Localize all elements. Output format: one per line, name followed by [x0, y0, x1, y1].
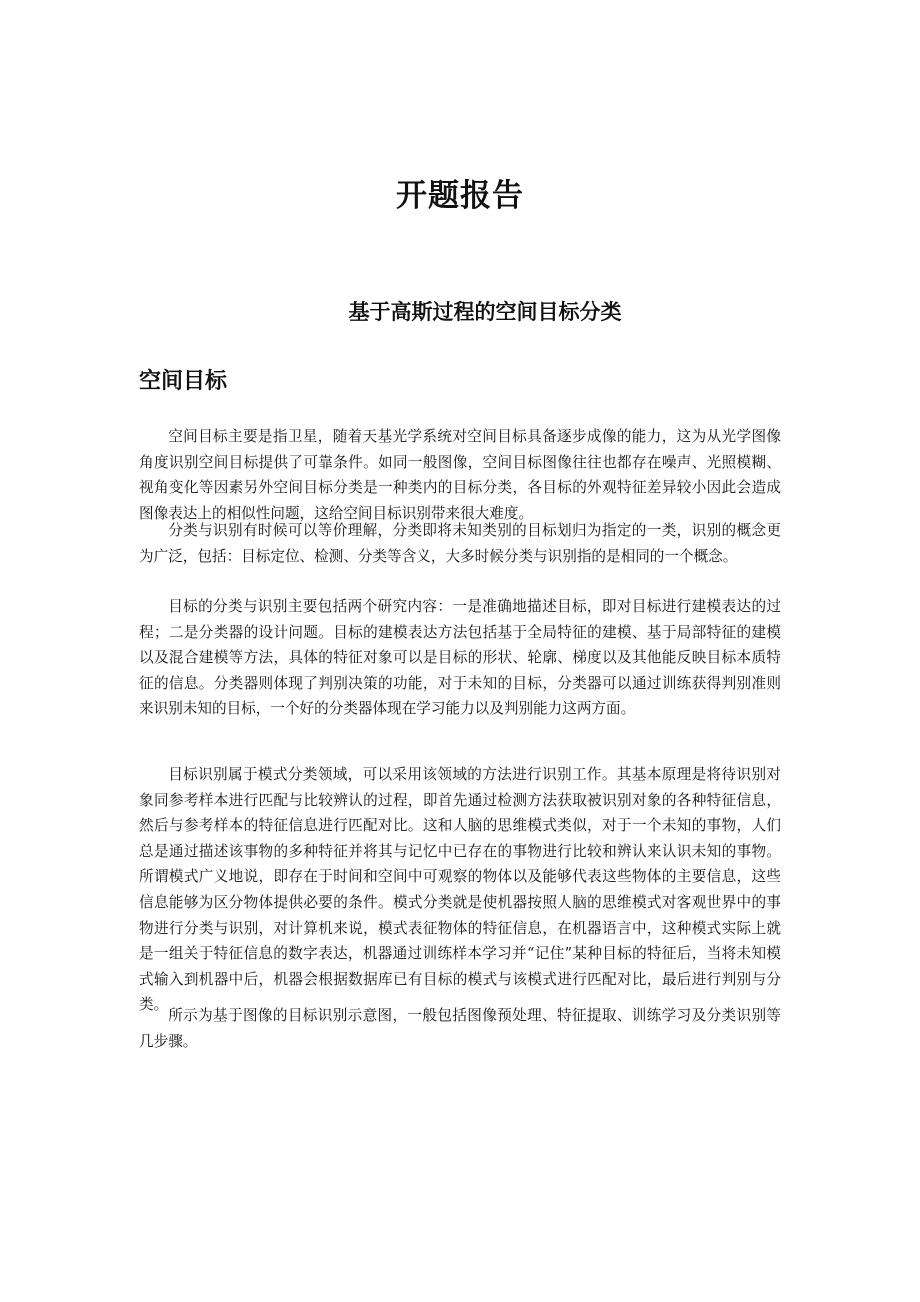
- body-paragraph: 目标识别属于模式分类领域，可以采用该领域的方法进行识别工作。其基本原理是将待识别对象同参考样本进行匹配与比较辨认的过程，即首先通过检测方法获取被识别对象的各种特征信息，然后与参考样本的特征信息进行匹配对比。这和人脑的思维模式类似，对于一个未知的事物，人们总是通过描述该事物的多种特征并将其与记忆中已存在的事物进行比较和辨认来认识未知的事物。所谓模式广义地说，即存在于时间和空间中可观察的物体以及能够代表这些物体的主要信息，这些信息能够为区分物体提供必要的条件。模式分类就是使机器按照人脑的思维模式对客观世界中的事物进行分类与识别，对计算机来说，模式表征物体的特征信息，在机器语言中，这种模式实际上就是一组关于特征信息的数字表达，机器通过训练样本学习并“记住”某种目标的特征后，当将未知模式输入到机器中后，机器会根据数据库已有目标的模式与该模式进行匹配对比，最后进行判别与分类。: [139, 766, 781, 1014]
- body-paragraph: 空间目标主要是指卫星，随着天基光学系统对空间目标具备逐步成像的能力，这为从光学图像角度识别空间目标提供了可靠条件。如同一般图像，空间目标图像往往也都存在噪声、光照模糊、视角变化等因素另外空间目标分类是一种类内的目标分类，各目标的外观特征差异较小因此会造成图像表达上的相似性问题，这给空间目标识别带来很大难度。: [139, 428, 781, 522]
- document-title: 开题报告: [396, 178, 524, 214]
- body-paragraph: 目标的分类与识别主要包括两个研究内容：一是准确地描述目标，即对目标进行建模表达的过程；二是分类器的设计问题。目标的建模表达方法包括基于全局特征的建模、基于局部特征的建模以及混合建模等方法，具体的特征对象可以是目标的形状、轮廓、梯度以及其他能反映目标本质特征的信息。分类器则体现了判别决策的功能，对于未知的目标，分类器可以通过训练获得判别准则来识别未知的目标，一个好的分类器体现在学习能力以及判别能力这两方面。: [139, 598, 781, 718]
- body-paragraph: 分类与识别有时候可以等价理解，分类即将未知类别的目标划归为指定的一类，识别的概念更为广泛，包括：目标定位、检测、分类等含义，大多时候分类与识别指的是相同的一个概念。: [139, 522, 781, 565]
- document-subtitle: 基于高斯过程的空间目标分类: [348, 299, 622, 324]
- section-heading: 空间目标: [139, 368, 228, 394]
- body-paragraph: 所示为基于图像的目标识别示意图，一般包括图像预处理、特征提取、训练学习及分类识别等几步骤。: [139, 1007, 781, 1050]
